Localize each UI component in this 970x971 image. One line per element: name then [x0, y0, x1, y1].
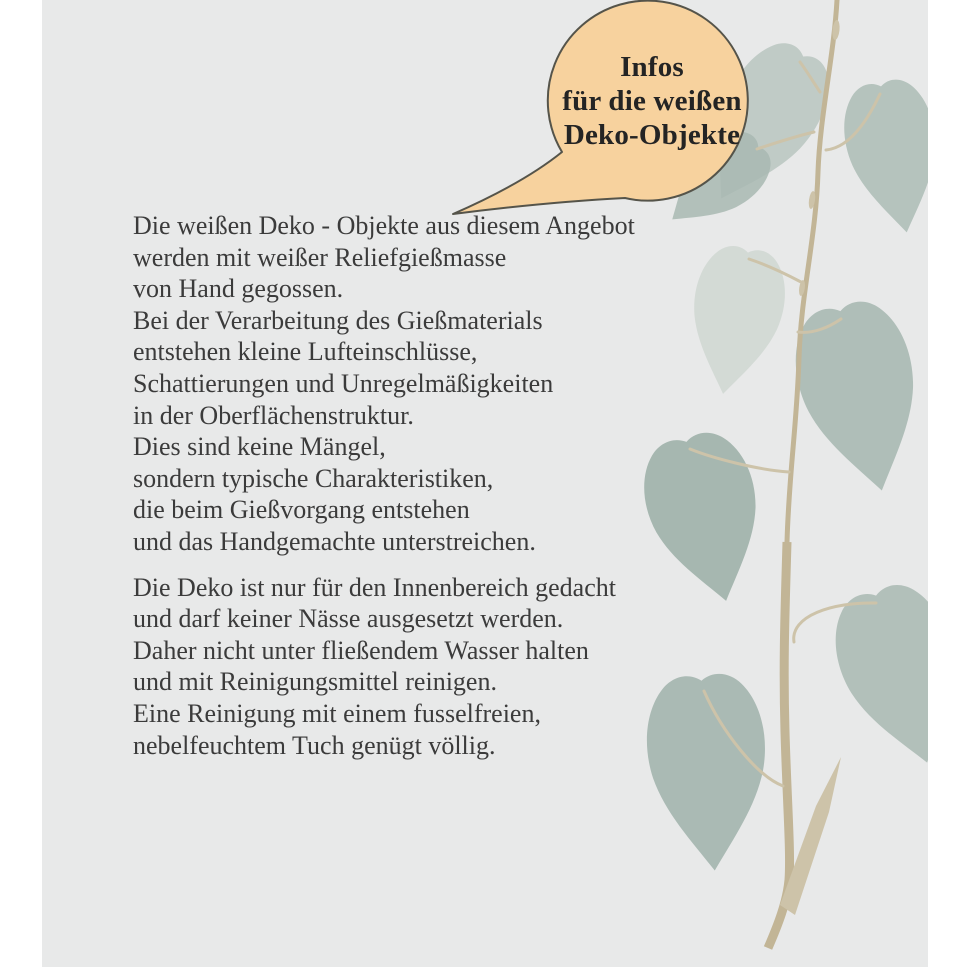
- bubble-title-line: Infos: [620, 51, 684, 83]
- text-line: und darf keiner Nässe ausgesetzt werden.: [133, 604, 564, 634]
- text-line: Die Deko ist nur für den Innenbereich gedacht: [133, 572, 616, 602]
- bubble-title-line: Deko-Objekte: [563, 119, 741, 151]
- text-line: in der Oberflächenstruktur.: [133, 400, 414, 430]
- text-line: werden mit weißer Reliefgießmasse: [133, 242, 507, 272]
- text-line: sondern typische Charakteristiken,: [133, 463, 494, 493]
- text-line: Daher nicht unter fließendem Wasser halten: [133, 635, 589, 665]
- bubble-title-line: für die weißen: [562, 85, 742, 117]
- text-line: von Hand gegossen.: [133, 274, 344, 304]
- info-text: [133, 210, 693, 761]
- text-line: Bei der Verarbeitung des Gießmaterials: [133, 305, 543, 335]
- text-line: die beim Gießvorgang entstehen: [133, 495, 470, 525]
- text-line: entstehen kleine Lufteinschlüsse,: [133, 337, 478, 367]
- text-line: Die weißen Deko - Objekte aus diesem Angebot: [133, 211, 635, 240]
- text-line: nebelfeuchtem Tuch genügt völlig.: [133, 730, 496, 760]
- text-line: und das Handgemachte unterstreichen.: [133, 526, 536, 556]
- leaf: [836, 74, 928, 240]
- text-line: und mit Reinigungsmittel reinigen.: [133, 667, 497, 697]
- paragraph-casting-info: [133, 210, 693, 558]
- bubble-title: [540, 50, 764, 152]
- text-line: Schattierungen und Unregelmäßigkeiten: [133, 368, 554, 398]
- branch-stem-lower: [768, 542, 790, 948]
- paragraph-care-info: [133, 572, 693, 762]
- leaf: [783, 293, 928, 503]
- leaf: [679, 241, 793, 402]
- text-line: Dies sind keine Mängel,: [133, 432, 386, 462]
- text-line: Eine Reinigung mit einem fusselfreien,: [133, 698, 541, 728]
